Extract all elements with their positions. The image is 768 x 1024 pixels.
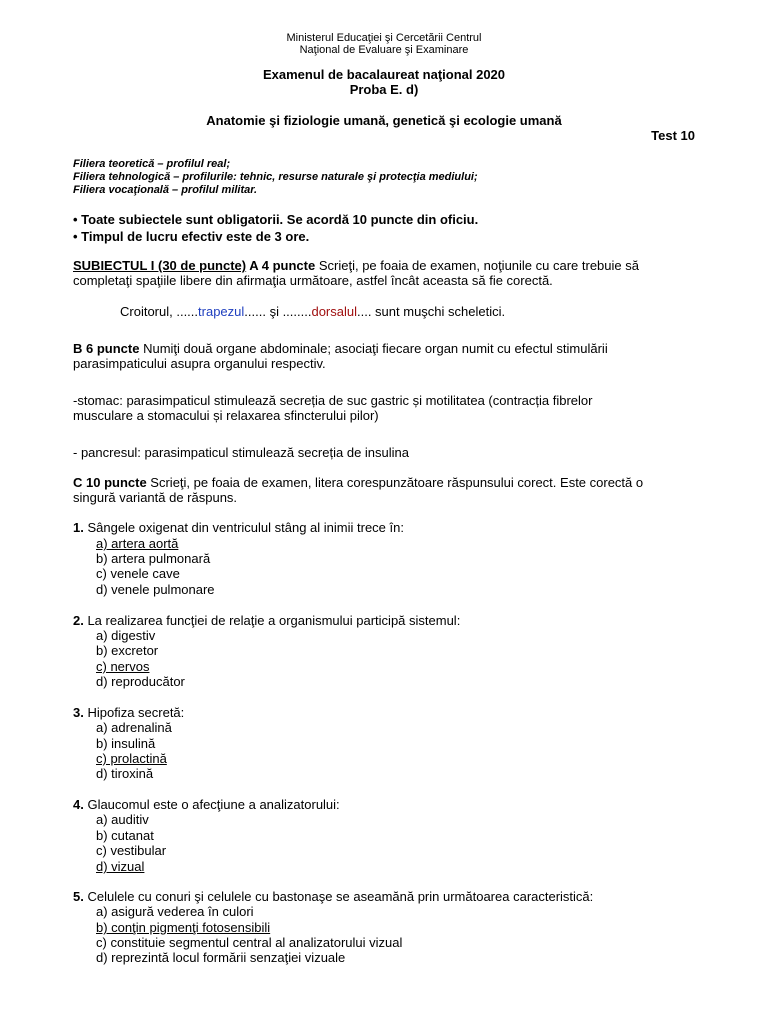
- option: a) adrenalină: [96, 720, 172, 735]
- sentence-part: .... sunt muşchi scheletici.: [357, 304, 506, 319]
- section-b-instruction-2: parasimpaticului asupra organului respectiv.: [73, 356, 326, 371]
- exam-title: Examenul de bacalaureat naţional 2020: [262, 67, 506, 82]
- answer-trapezul: trapezul: [198, 304, 245, 319]
- question-4: [73, 797, 340, 812]
- section-c-intro: [73, 475, 643, 490]
- rule-line: • Timpul de lucru efectiv este de 3 ore.: [73, 229, 310, 244]
- question-text: Celulele cu conuri şi celulele cu bastonaşe se aseamănă prin următoarea caracteristică:: [83, 889, 594, 904]
- option: a) asigură vederea în culori: [96, 904, 254, 919]
- question-number: 2.: [73, 613, 84, 628]
- section-a-instruction: Scrieţi, pe foaia de examen, noţiunile cu care trebuie să: [315, 258, 639, 273]
- option: b) insulină: [96, 736, 156, 751]
- option-correct: d) vizual: [96, 859, 145, 874]
- sentence-part: ...... şi ........: [244, 304, 312, 319]
- option: d) venele pulmonare: [96, 582, 215, 597]
- section-c-points: C 10 puncte: [73, 475, 147, 490]
- question-text: Hipofiza secretă:: [83, 705, 185, 720]
- filiera-line: Filiera vocaţională – profilul militar.: [73, 184, 257, 196]
- option: d) reprezintă locul formării senzaţiei vizuale: [96, 950, 346, 965]
- question-2: [73, 613, 460, 628]
- filiera-line: Filiera teoretică – profilul real;: [73, 158, 231, 170]
- answer-dorsalul: dorsalul: [311, 304, 357, 319]
- question-number: 4.: [73, 797, 84, 812]
- option-correct: a) artera aortă: [96, 536, 179, 551]
- option: c) venele cave: [96, 566, 180, 581]
- section-c-instruction-2: singură variantă de răspuns.: [73, 490, 238, 505]
- option: d) reproducător: [96, 674, 185, 689]
- filiera-line: Filiera tehnologică – profilurile: tehnic, resurse naturale şi protecţia mediului;: [73, 171, 478, 183]
- section-c-instruction: Scrieţi, pe foaia de examen, litera corespunzătoare răspunsului corect. Este corectă o: [146, 475, 644, 490]
- section-b-instruction: Numiţi două organe abdominale; asociaţi fiecare organ numit cu efectul stimulării: [139, 341, 608, 356]
- option: d) tiroxină: [96, 766, 154, 781]
- option: b) excretor: [96, 643, 159, 658]
- answer-stomac: -stomac: parasimpaticul stimulează secreția de suc gastric și motilitatea (contracția fibrelor: [73, 393, 593, 408]
- question-number: 1.: [73, 520, 84, 535]
- ministry-line-2: Naţional de Evaluare şi Examinare: [299, 44, 469, 56]
- question-number: 5.: [73, 889, 84, 904]
- question-number: 3.: [73, 705, 84, 720]
- section-a-instruction-2: completaţi spaţiile libere din afirmaţia următoare, astfel încât aceasta să fie corectă.: [73, 273, 553, 288]
- section-b-points: B 6 puncte: [73, 341, 140, 356]
- option: a) auditiv: [96, 812, 149, 827]
- question-1: [73, 520, 404, 535]
- section-a-intro: [73, 258, 639, 273]
- option-correct: c) prolactină: [96, 751, 167, 766]
- section-a-sentence: [120, 304, 505, 319]
- option: c) vestibular: [96, 843, 167, 858]
- subject-title: Anatomie şi fiziologie umană, genetică şi ecologie umană: [206, 113, 562, 128]
- section-heading: SUBIECTUL I (30 de puncte): [73, 258, 247, 273]
- option-correct: b) conţin pigmenţi fotosensibili: [96, 920, 271, 935]
- test-label: Test 10: [651, 128, 695, 143]
- question-text: La realizarea funcţiei de relaţie a organismului participă sistemul:: [83, 613, 461, 628]
- option: c) constituie segmentul central al analizatorului vizual: [96, 935, 403, 950]
- question-text: Glaucomul este o afecţiune a analizatorului:: [83, 797, 340, 812]
- question-3: [73, 705, 184, 720]
- rule-line: • Toate subiectele sunt obligatorii. Se acordă 10 puncte din oficiu.: [73, 212, 479, 227]
- sentence-part: Croitorul, ......: [120, 304, 199, 319]
- option: b) cutanat: [96, 828, 154, 843]
- question-text: Sângele oxigenat din ventriculul stâng al inimii trece în:: [83, 520, 404, 535]
- section-a-points: A 4 puncte: [246, 258, 316, 273]
- option: b) artera pulmonară: [96, 551, 211, 566]
- answer-pancreas: - pancresul: parasimpaticul stimulează secreția de insulina: [73, 445, 409, 460]
- answer-stomac-2: musculare a stomacului și relaxarea sfincterului pilor): [73, 408, 379, 423]
- exam-proba: Proba E. d): [349, 82, 419, 97]
- question-5: [73, 889, 593, 904]
- section-b-intro: [73, 341, 608, 356]
- option-correct: c) nervos: [96, 659, 150, 674]
- option: a) digestiv: [96, 628, 156, 643]
- ministry-line-1: Ministerul Educaţiei şi Cercetării Centrul: [286, 32, 482, 44]
